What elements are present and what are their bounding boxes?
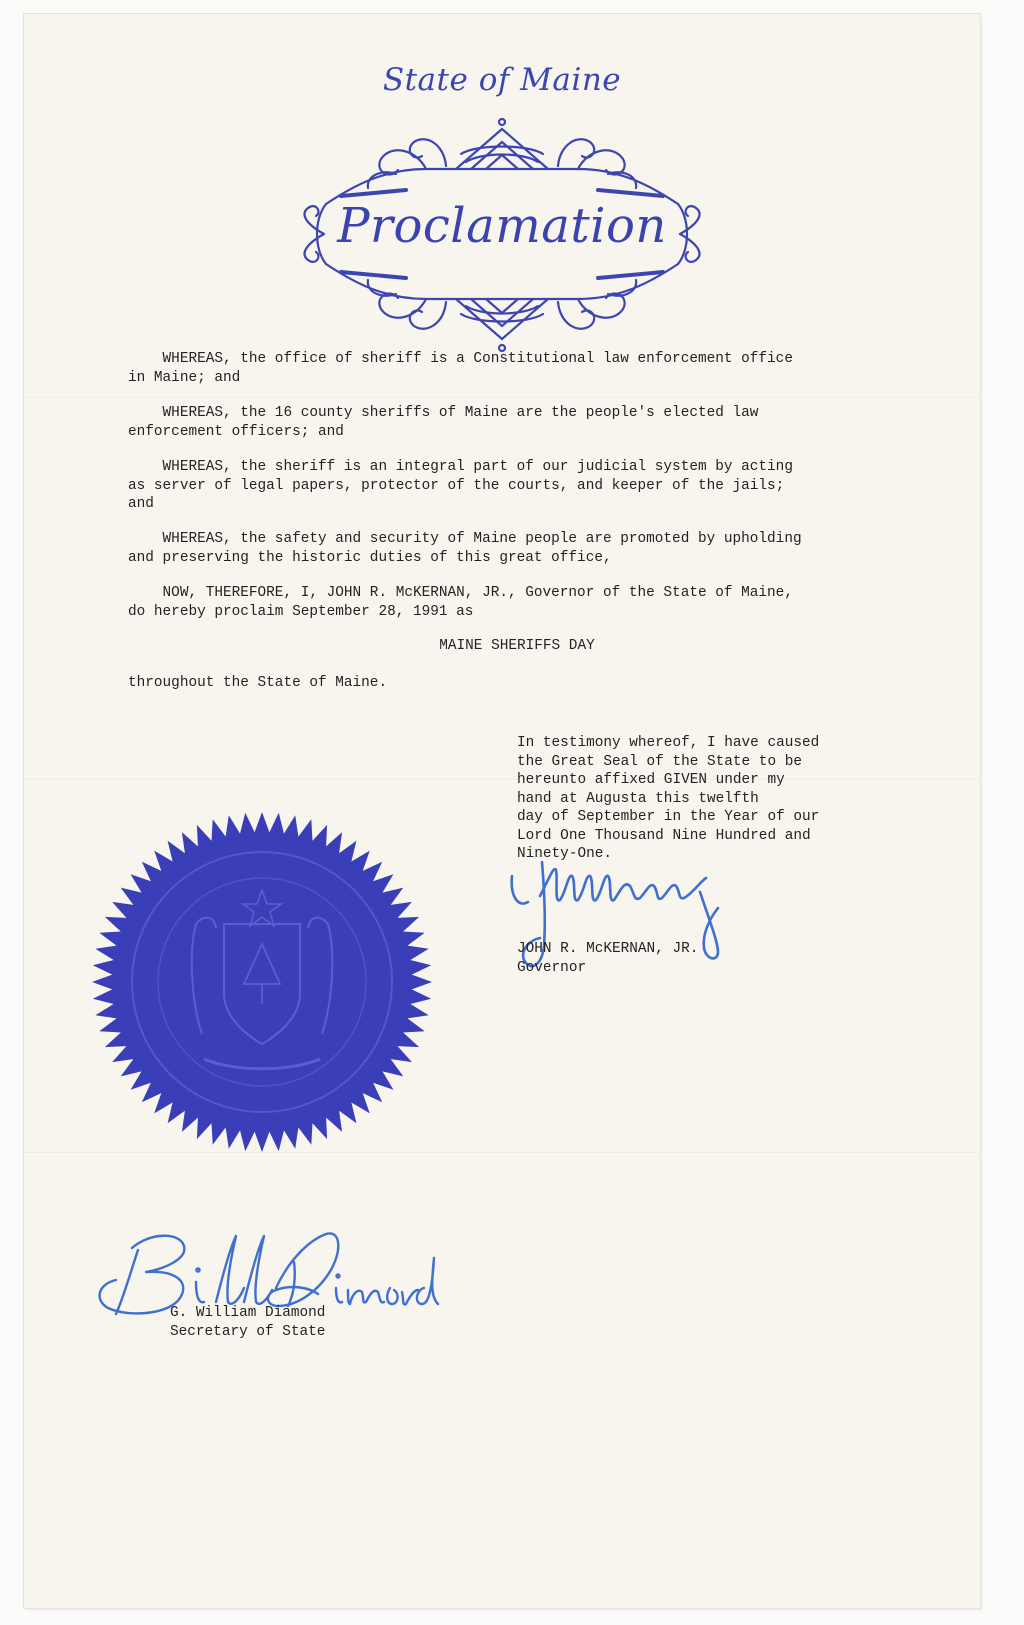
secretary-title: Secretary of State xyxy=(170,1324,326,1340)
whereas-paragraph-1: WHEREAS, the office of sheriff is a Constitutional law enforcement office in Maine; and xyxy=(128,351,793,386)
fold-line xyxy=(24,779,980,781)
governor-title: Governor xyxy=(517,960,587,976)
proclamation-title: Proclamation xyxy=(337,198,667,254)
great-seal-icon xyxy=(84,804,440,1160)
testimony-text: In testimony whereof, I have caused the Great Seal of the State to be hereunto affixed GIVEN under my hand at Augusta this twelfth day of September in the Year of our Lord One Thousand Nine Hundred and Ninety-One. xyxy=(517,735,820,862)
proclamation-document xyxy=(24,14,980,1608)
whereas-paragraph-3: WHEREAS, the sheriff is an integral part of our judicial system by acting as server of legal papers, protector of the courts, and keeper of the jails; and xyxy=(128,459,793,512)
whereas-paragraph-2: WHEREAS, the 16 county sheriffs of Maine are the people's elected law enforcement officers; and xyxy=(128,405,759,440)
governor-name: JOHN R. McKERNAN, JR. xyxy=(517,941,699,957)
state-title: State of Maine xyxy=(382,62,622,98)
closing-line: throughout the State of Maine. xyxy=(128,675,388,691)
proclamation-paragraph: NOW, THEREFORE, I, JOHN R. McKERNAN, JR., Governor of the State of Maine, do hereby proclaim September 28, 1991 as xyxy=(128,585,793,620)
fold-line xyxy=(24,397,980,399)
secretary-name: G. William Diamond xyxy=(170,1305,326,1321)
whereas-paragraph-4: WHEREAS, the safety and security of Maine people are promoted by upholding and preserving the historic duties of this great office, xyxy=(128,531,802,566)
proclaimed-day: MAINE SHERIFFS DAY xyxy=(439,638,595,654)
